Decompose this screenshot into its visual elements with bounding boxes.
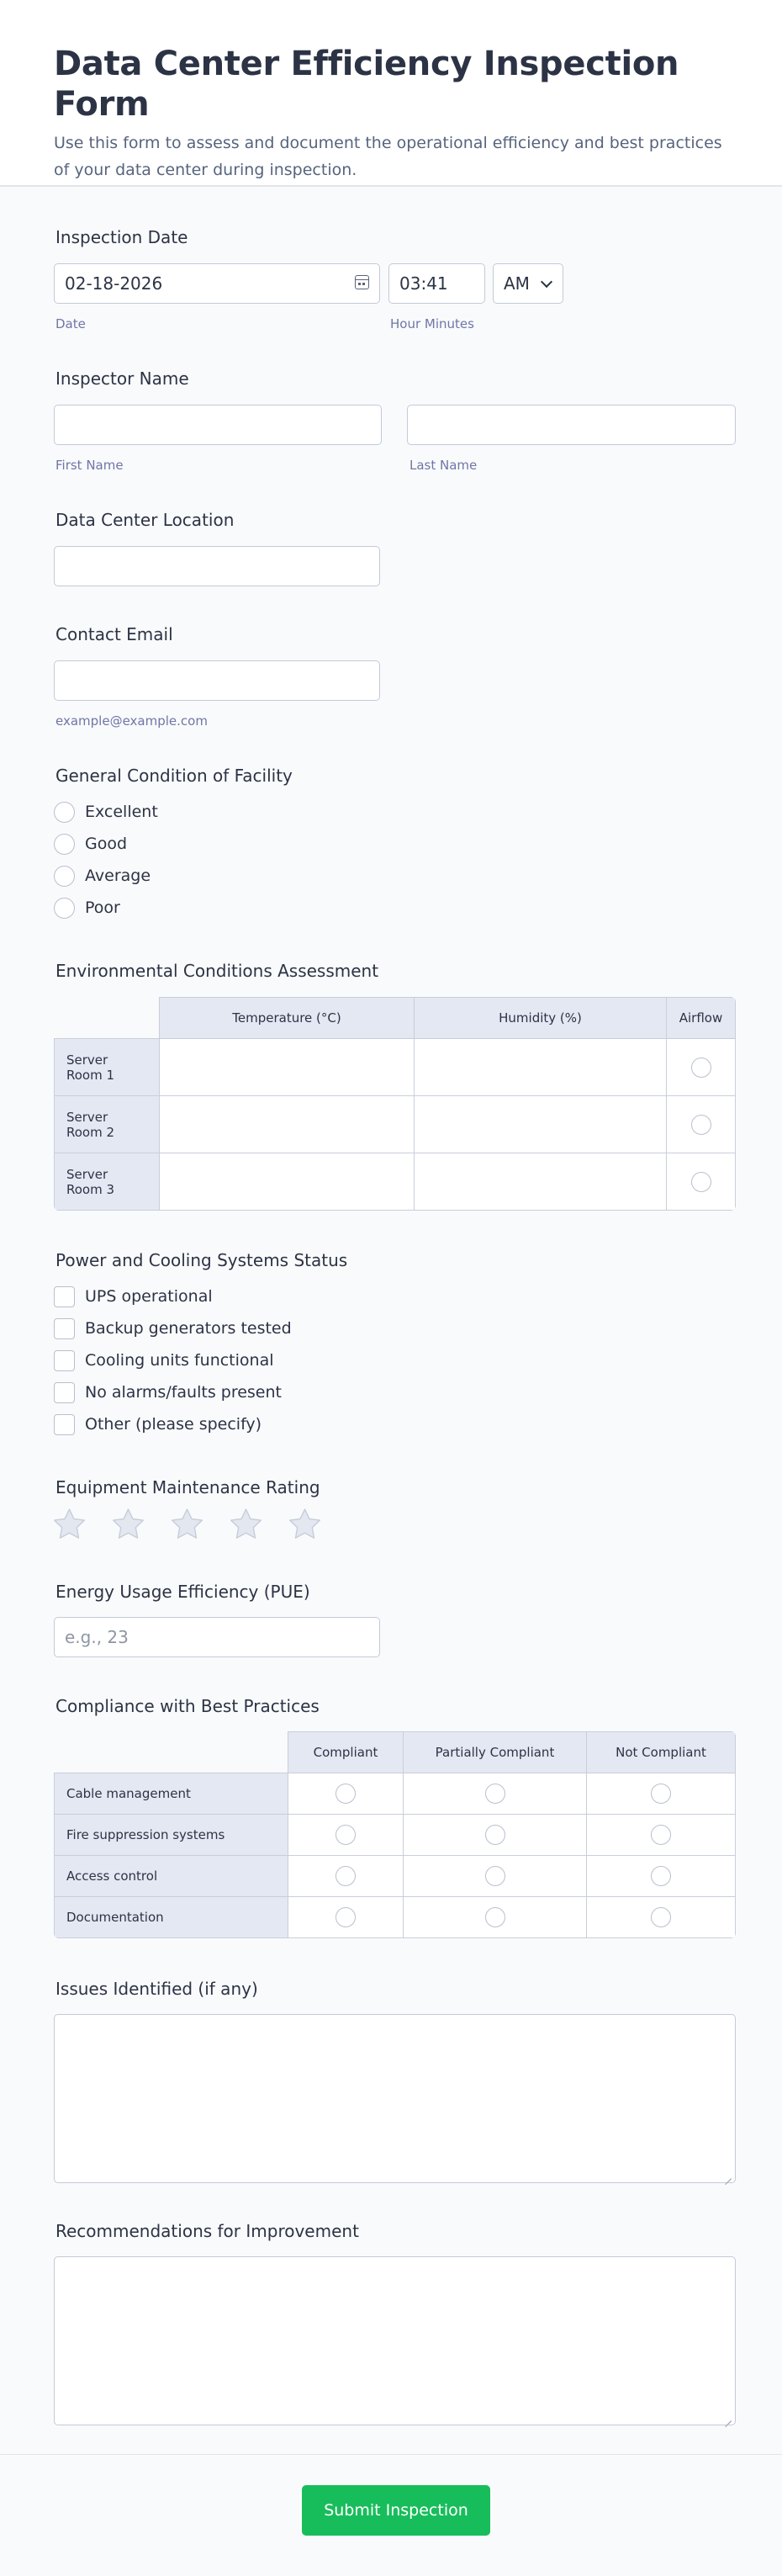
option-label: Excellent: [85, 803, 158, 821]
option-label: Backup generators tested: [85, 1319, 292, 1338]
table-row: [54, 1856, 736, 1897]
humidity-cell[interactable]: [415, 1096, 667, 1153]
submit-button[interactable]: Submit Inspection: [302, 2485, 490, 2536]
checkbox[interactable]: [54, 1318, 75, 1339]
row-header: Access control: [54, 1856, 288, 1897]
radio-button[interactable]: [54, 866, 75, 887]
column-header: Not Compliant: [587, 1731, 736, 1773]
ampm-select[interactable]: [493, 263, 563, 304]
compliant-radio[interactable]: [336, 1907, 356, 1927]
table-row: [54, 1039, 736, 1096]
first-name-input[interactable]: [54, 405, 382, 445]
time-input[interactable]: [388, 263, 485, 304]
power-option-alarms[interactable]: [54, 1381, 282, 1404]
option-label: Average: [85, 867, 151, 885]
compliance-label: Compliance with Best Practices: [55, 1696, 320, 1716]
star-rating: [52, 1508, 346, 1540]
radio-button[interactable]: [54, 802, 75, 823]
not-compliant-radio[interactable]: [651, 1866, 671, 1886]
power-option-generators[interactable]: [54, 1317, 292, 1340]
location-label: Data Center Location: [55, 510, 235, 530]
power-option-ups[interactable]: [54, 1285, 213, 1308]
cell: [288, 1856, 404, 1897]
airflow-radio[interactable]: [691, 1115, 711, 1135]
cell: [404, 1856, 587, 1897]
humidity-cell[interactable]: [415, 1153, 667, 1211]
form-header: [0, 0, 782, 187]
form-description: Use this form to assess and document the operational efficiency and best practices of your data center during inspection.: [54, 134, 722, 179]
row-header: Documentation: [54, 1897, 288, 1938]
table-row: [54, 1773, 736, 1815]
inspector-name-label: Inspector Name: [55, 368, 189, 389]
option-label: Poor: [85, 898, 120, 917]
partially-compliant-radio[interactable]: [485, 1866, 505, 1886]
date-input[interactable]: [54, 263, 380, 304]
table-row: [54, 1897, 736, 1938]
star-icon[interactable]: [229, 1508, 263, 1540]
power-option-cooling[interactable]: [54, 1349, 274, 1372]
table-corner: [54, 1731, 288, 1773]
not-compliant-radio[interactable]: [651, 1907, 671, 1927]
issues-label: Issues Identified (if any): [55, 1979, 258, 1999]
issues-textarea[interactable]: [54, 2014, 736, 2183]
date-value: 02-18-2026: [65, 273, 163, 294]
row-header: Server Room 1: [54, 1039, 160, 1096]
compliant-radio[interactable]: [336, 1784, 356, 1804]
pue-input[interactable]: [54, 1617, 380, 1657]
last-name-input[interactable]: [407, 405, 736, 445]
checkbox[interactable]: [54, 1286, 75, 1307]
option-label: No alarms/faults present: [85, 1383, 282, 1402]
star-icon[interactable]: [111, 1508, 145, 1540]
row-header: Server Room 3: [54, 1153, 160, 1211]
option-label: UPS operational: [85, 1287, 213, 1306]
cell: [587, 1815, 736, 1856]
star-icon[interactable]: [288, 1508, 322, 1540]
radio-button[interactable]: [54, 834, 75, 855]
time-value: 03:41: [399, 273, 448, 294]
general-condition-label: General Condition of Facility: [55, 766, 293, 786]
row-header: Cable management: [54, 1773, 288, 1815]
first-name-sublabel: First Name: [55, 458, 124, 473]
temperature-cell[interactable]: [160, 1096, 415, 1153]
form-footer-divider: [0, 2454, 782, 2455]
form-body: [0, 187, 782, 2454]
humidity-cell[interactable]: [415, 1039, 667, 1096]
recommendations-label: Recommendations for Improvement: [55, 2221, 359, 2241]
option-label: Good: [85, 835, 128, 853]
cell: [404, 1897, 587, 1938]
temperature-cell[interactable]: [160, 1039, 415, 1096]
star-icon[interactable]: [52, 1508, 87, 1540]
cell: [288, 1773, 404, 1815]
maintenance-rating-label: Equipment Maintenance Rating: [55, 1477, 320, 1497]
star-icon[interactable]: [170, 1508, 204, 1540]
row-header: Server Room 2: [54, 1096, 160, 1153]
partially-compliant-radio[interactable]: [485, 1825, 505, 1845]
cell: [404, 1773, 587, 1815]
resize-grip-icon[interactable]: [724, 2171, 732, 2179]
airflow-cell: [667, 1039, 736, 1096]
time-sublabel: Hour Minutes: [390, 316, 474, 331]
last-name-sublabel: Last Name: [409, 458, 478, 473]
option-label: Cooling units functional: [85, 1351, 274, 1370]
not-compliant-radio[interactable]: [651, 1825, 671, 1845]
table-row: [54, 1815, 736, 1856]
calendar-icon[interactable]: [355, 275, 369, 289]
form-title: Data Center Efficiency Inspection Form: [54, 45, 679, 124]
condition-option-poor[interactable]: [54, 896, 120, 920]
power-cooling-label: Power and Cooling Systems Status: [55, 1250, 348, 1270]
cell: [404, 1815, 587, 1856]
chevron-down-icon: [541, 276, 552, 288]
column-header: Airflow: [667, 997, 736, 1039]
partially-compliant-radio[interactable]: [485, 1784, 505, 1804]
condition-option-good[interactable]: [54, 832, 127, 856]
cell: [587, 1856, 736, 1897]
column-header: Partially Compliant: [404, 1731, 587, 1773]
environmental-label: Environmental Conditions Assessment: [55, 961, 379, 981]
pue-placeholder: e.g., 23: [65, 1627, 129, 1647]
row-header: Fire suppression systems: [54, 1815, 288, 1856]
airflow-radio[interactable]: [691, 1057, 711, 1078]
recommendations-textarea[interactable]: [54, 2256, 736, 2425]
radio-button[interactable]: [54, 898, 75, 919]
checkbox[interactable]: [54, 1414, 75, 1435]
column-header: Temperature (°C): [160, 997, 415, 1039]
table-row: [54, 1096, 736, 1153]
not-compliant-radio[interactable]: [651, 1784, 671, 1804]
cell: [587, 1897, 736, 1938]
checkbox[interactable]: [54, 1350, 75, 1371]
cell: [288, 1897, 404, 1938]
condition-option-excellent[interactable]: [54, 800, 158, 824]
airflow-cell: [667, 1096, 736, 1153]
cell: [587, 1773, 736, 1815]
compliance-table: [54, 1731, 736, 1938]
airflow-radio[interactable]: [691, 1172, 711, 1192]
compliant-radio[interactable]: [336, 1825, 356, 1845]
email-sublabel: example@example.com: [55, 713, 208, 729]
column-header: Compliant: [288, 1731, 404, 1773]
checkbox[interactable]: [54, 1382, 75, 1403]
option-label: Other (please specify): [85, 1415, 262, 1434]
email-input[interactable]: [54, 660, 380, 701]
ampm-value: AM: [504, 273, 530, 294]
temperature-cell[interactable]: [160, 1153, 415, 1211]
compliant-radio[interactable]: [336, 1866, 356, 1886]
cell: [288, 1815, 404, 1856]
pue-label: Energy Usage Efficiency (PUE): [55, 1582, 310, 1602]
environmental-table: [54, 997, 736, 1211]
column-header: Humidity (%): [415, 997, 667, 1039]
condition-option-average[interactable]: [54, 864, 151, 888]
resize-grip-icon[interactable]: [724, 2414, 732, 2421]
date-sublabel: Date: [55, 316, 86, 331]
airflow-cell: [667, 1153, 736, 1211]
inspection-date-label: Inspection Date: [55, 227, 188, 247]
table-corner: [54, 997, 160, 1039]
power-option-other[interactable]: [54, 1413, 262, 1436]
partially-compliant-radio[interactable]: [485, 1907, 505, 1927]
contact-email-label: Contact Email: [55, 624, 173, 644]
location-input[interactable]: [54, 546, 380, 586]
table-row: [54, 1153, 736, 1211]
